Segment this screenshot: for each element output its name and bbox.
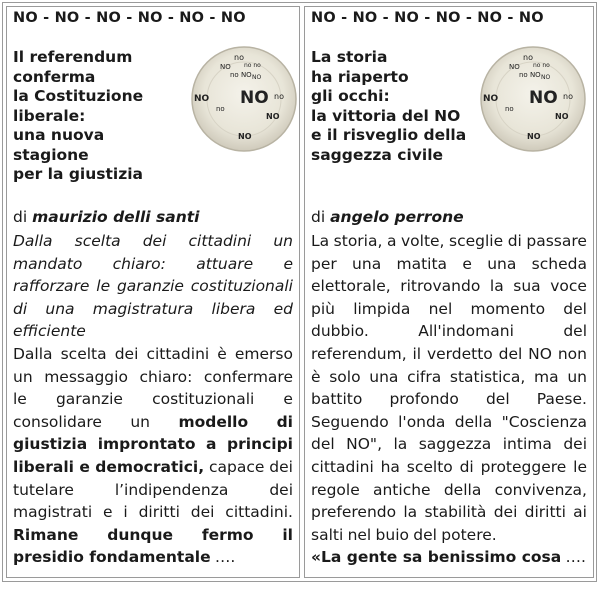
body-word: di [459, 457, 474, 476]
body-word: del [563, 322, 587, 341]
svg-text:no: no [274, 92, 284, 101]
svg-text:NO: NO [194, 94, 210, 104]
body-word: le [96, 277, 111, 296]
byline [13, 208, 199, 226]
body-word: per [311, 254, 337, 273]
body-word: diritti [138, 503, 180, 522]
body-word: a [206, 435, 217, 454]
body-word: ai [573, 503, 587, 522]
headline [13, 48, 143, 185]
body-word: magistrati [13, 503, 93, 522]
body-word: è [311, 367, 321, 386]
body-word: l’indipendenza [114, 480, 229, 499]
body-line [311, 320, 587, 343]
body-word: referendum, [311, 344, 407, 363]
body-word: preferendo [311, 503, 397, 522]
body-line [13, 298, 293, 321]
body-word: del [485, 390, 510, 409]
plate-big-label: NO [240, 88, 269, 108]
body-line [311, 343, 587, 366]
body-word: matita [396, 254, 448, 273]
body-word: modello [178, 412, 249, 431]
body-word: mandato [13, 254, 83, 273]
body-line [311, 275, 587, 298]
body-word: NO", [346, 435, 382, 454]
byline-prefix: di [311, 208, 326, 226]
body-line [13, 411, 293, 434]
body-word: saggezza [418, 435, 492, 454]
body-word: verdetto [426, 344, 493, 363]
no-banner: NO - NO - NO - NO - NO - NO [311, 10, 544, 26]
body-word: costituzionali [152, 390, 255, 409]
headline-line: liberale: [13, 106, 86, 125]
body-word: limpida [353, 299, 411, 318]
body-line [13, 479, 293, 502]
body-line [311, 546, 587, 569]
body-word: a [386, 232, 397, 250]
headline-line: Il referendum [13, 48, 133, 66]
body-line [311, 524, 587, 547]
body-line [311, 366, 587, 389]
byline [311, 208, 464, 226]
body-word: ma [534, 367, 559, 386]
body-word: liberali e democratici, [13, 457, 205, 476]
body-line [311, 479, 587, 502]
body-word: un [13, 367, 33, 386]
body-word: dei [493, 503, 518, 522]
body-word: le [13, 390, 27, 409]
body-word: chiaro: [112, 254, 166, 273]
byline-prefix: di [13, 208, 28, 226]
body-word: sceglie [449, 232, 504, 250]
right-article [304, 6, 594, 578]
body-word: e [283, 390, 293, 409]
body-word: un [567, 367, 587, 386]
headline [311, 48, 466, 165]
body-word: ritrovando [400, 277, 481, 296]
body-line [13, 524, 293, 547]
body-word: dei [563, 435, 587, 454]
body-word: momento [470, 299, 546, 318]
headline-line: una nuova [13, 126, 105, 144]
body-word: una [487, 254, 517, 273]
body-word: cifra [407, 367, 442, 386]
body-line [311, 456, 587, 479]
body-word: l'onda [398, 412, 446, 431]
body-word: della [443, 480, 482, 499]
body-word: scheda [531, 254, 587, 273]
no-banner: NO - NO - NO - NO - NO - NO [13, 10, 246, 26]
body-word: solo [329, 367, 361, 386]
svg-text:no NO: no NO [230, 71, 252, 79]
svg-text:NO: NO [266, 112, 280, 121]
body-word: della [454, 412, 493, 431]
no-plate-image [190, 45, 298, 153]
body-word: …. [565, 548, 586, 567]
svg-text:no: no [563, 92, 573, 101]
body-word: scelta [60, 344, 107, 363]
body-word: efficiente [13, 322, 86, 341]
body-word: una [352, 254, 382, 273]
body-word: giustizia [13, 435, 88, 454]
body-word: una [369, 367, 399, 386]
body-line [13, 275, 293, 298]
body-line [13, 343, 293, 366]
body-word: Seguendo [311, 412, 389, 431]
body-word: i [123, 503, 128, 522]
body-word: La [311, 232, 330, 250]
svg-text:NO: NO [238, 132, 252, 141]
headline-line: ha riaperto [311, 67, 409, 86]
svg-text:NO: NO [220, 63, 231, 71]
body-word: non [557, 344, 587, 363]
headline-line: la Costituzione [13, 87, 144, 105]
svg-text:no no: no no [244, 62, 261, 69]
body-word: messaggio [44, 367, 128, 386]
body-word: tutelare [13, 480, 74, 499]
body-word: la [393, 435, 408, 454]
body-word: statistica, [449, 367, 526, 386]
body-word: battito [311, 390, 363, 409]
author-link[interactable]: maurizio delli santi [32, 208, 200, 226]
article-page [2, 2, 597, 582]
body-word: un [130, 412, 150, 431]
body-line [13, 546, 293, 569]
left-article [6, 6, 300, 578]
body-word: un [273, 232, 293, 250]
body-word: elettorale, [311, 277, 391, 296]
body-line [311, 433, 587, 456]
svg-text:NO: NO [509, 63, 520, 71]
body-word: consolidare [13, 412, 102, 431]
body-word: storia, [333, 232, 383, 250]
body-word: dei [269, 480, 293, 499]
body-word: e [103, 503, 113, 522]
svg-text:NO: NO [252, 74, 262, 81]
body-word: proteggere [480, 457, 567, 476]
body-line [311, 253, 587, 276]
headline-line: per la giustizia [13, 165, 144, 183]
plate-big-label: NO [529, 88, 558, 108]
body-word: Paese. [536, 390, 587, 409]
body-word: voce [550, 277, 587, 296]
body-word: garanzie [116, 277, 184, 296]
body-word: cittadini [146, 344, 210, 363]
body-word: garanzie [55, 390, 123, 409]
body-word: di [276, 412, 293, 431]
svg-text:no: no [505, 105, 514, 113]
body-word: ed [273, 299, 293, 318]
body-word: dunque [107, 525, 174, 544]
body-word: nel [428, 299, 453, 318]
body-word: presidio fondamentale [13, 548, 211, 567]
body-word: …. [214, 548, 236, 567]
body-word: attuare [196, 254, 254, 273]
body-word: ha [380, 457, 400, 476]
headline-line: saggezza civile [311, 145, 444, 164]
body-word: capace [208, 457, 265, 476]
body-word: salti [311, 525, 344, 544]
svg-text:no no: no no [533, 62, 550, 69]
body-line [311, 388, 587, 411]
body-word: Dalla [13, 232, 53, 250]
body-word: buio [375, 525, 409, 544]
body-word: il [412, 344, 422, 363]
body-word: diritti [524, 503, 566, 522]
body-line [13, 501, 293, 524]
body-word: dubbio. [311, 322, 369, 341]
body-word: dei [114, 344, 139, 363]
body-word: nel [347, 525, 372, 544]
svg-text:NO: NO [555, 112, 569, 121]
body-word: e [462, 254, 472, 273]
body-word: le [573, 457, 587, 476]
body-word: costituzionali [190, 277, 293, 296]
body-line [13, 320, 293, 343]
svg-text:NO: NO [483, 94, 499, 104]
body-word: confermare [203, 367, 293, 386]
body-line [13, 388, 293, 411]
body-line [13, 230, 293, 253]
body-line [13, 433, 293, 456]
body-word: All'indomani [418, 322, 514, 341]
body-line [13, 456, 293, 479]
body-word: rafforzare [13, 277, 90, 296]
body-word: Dalla [13, 344, 53, 363]
body-word: scelta [74, 232, 121, 250]
article-body [13, 230, 293, 569]
body-word: profondo [389, 390, 459, 409]
headline-line: La storia [311, 48, 388, 66]
body-line [311, 298, 587, 321]
body-word: convivenza, [494, 480, 587, 499]
body-word: la [403, 503, 418, 522]
body-word: magistratura [92, 299, 194, 318]
body-word: del [498, 344, 523, 363]
body-word: Rimane [13, 525, 79, 544]
headline-line: gli occhi: [311, 87, 390, 105]
body-word: del [413, 525, 437, 544]
article-body [311, 230, 587, 569]
svg-text:no NO: no NO [519, 71, 541, 79]
body-word: di [13, 299, 28, 318]
svg-text:no: no [234, 53, 244, 62]
svg-text:NO: NO [527, 132, 541, 141]
body-line [311, 501, 587, 524]
body-word: libera [211, 299, 256, 318]
body-word: di [507, 232, 522, 250]
svg-text:NO: NO [541, 74, 551, 81]
body-word: principi [226, 435, 293, 454]
body-word: emerso [234, 344, 293, 363]
body-word: più [311, 299, 335, 318]
body-word: è [217, 344, 227, 363]
body-word: scelto [406, 457, 453, 476]
body-line [13, 366, 293, 389]
body-word: NO [528, 344, 552, 363]
author-link[interactable]: angelo perrone [330, 208, 464, 226]
body-word: intima [502, 435, 552, 454]
body-word: cittadini [188, 232, 252, 250]
body-word: improntato [97, 435, 196, 454]
body-word: passare [526, 232, 587, 250]
body-word: stabilità [424, 503, 487, 522]
headline-line: e il risveglio della [311, 126, 467, 144]
body-word: sua [513, 277, 541, 296]
body-word: dei [142, 232, 167, 250]
body-word: dei [269, 457, 293, 476]
headline-line: conferma [13, 67, 96, 86]
body-word: del [563, 299, 587, 318]
body-word: «La gente sa benissimo cosa [311, 548, 562, 567]
svg-text:no: no [523, 53, 533, 62]
body-word: potere. [441, 525, 497, 544]
body-word: fermo [201, 525, 254, 544]
body-word: il [282, 525, 293, 544]
headline-line: stagione [13, 145, 89, 164]
body-word: dei [190, 503, 215, 522]
body-word: e [283, 254, 293, 273]
body-word: una [45, 299, 75, 318]
body-word: cittadini. [225, 503, 293, 522]
svg-text:no: no [216, 105, 225, 113]
body-word: del [311, 435, 335, 454]
body-word: "Coscienza [501, 412, 587, 431]
body-word: la [489, 277, 504, 296]
body-word: chiaro: [139, 367, 193, 386]
body-word: volte, [400, 232, 445, 250]
body-word: cittadini [311, 457, 374, 476]
body-line [311, 411, 587, 434]
body-word: regole [311, 480, 360, 499]
no-plate-image [479, 45, 587, 153]
body-line [13, 253, 293, 276]
headline-line: la vittoria del NO [311, 106, 461, 125]
body-line [311, 230, 587, 253]
body-word: antiche [372, 480, 431, 499]
